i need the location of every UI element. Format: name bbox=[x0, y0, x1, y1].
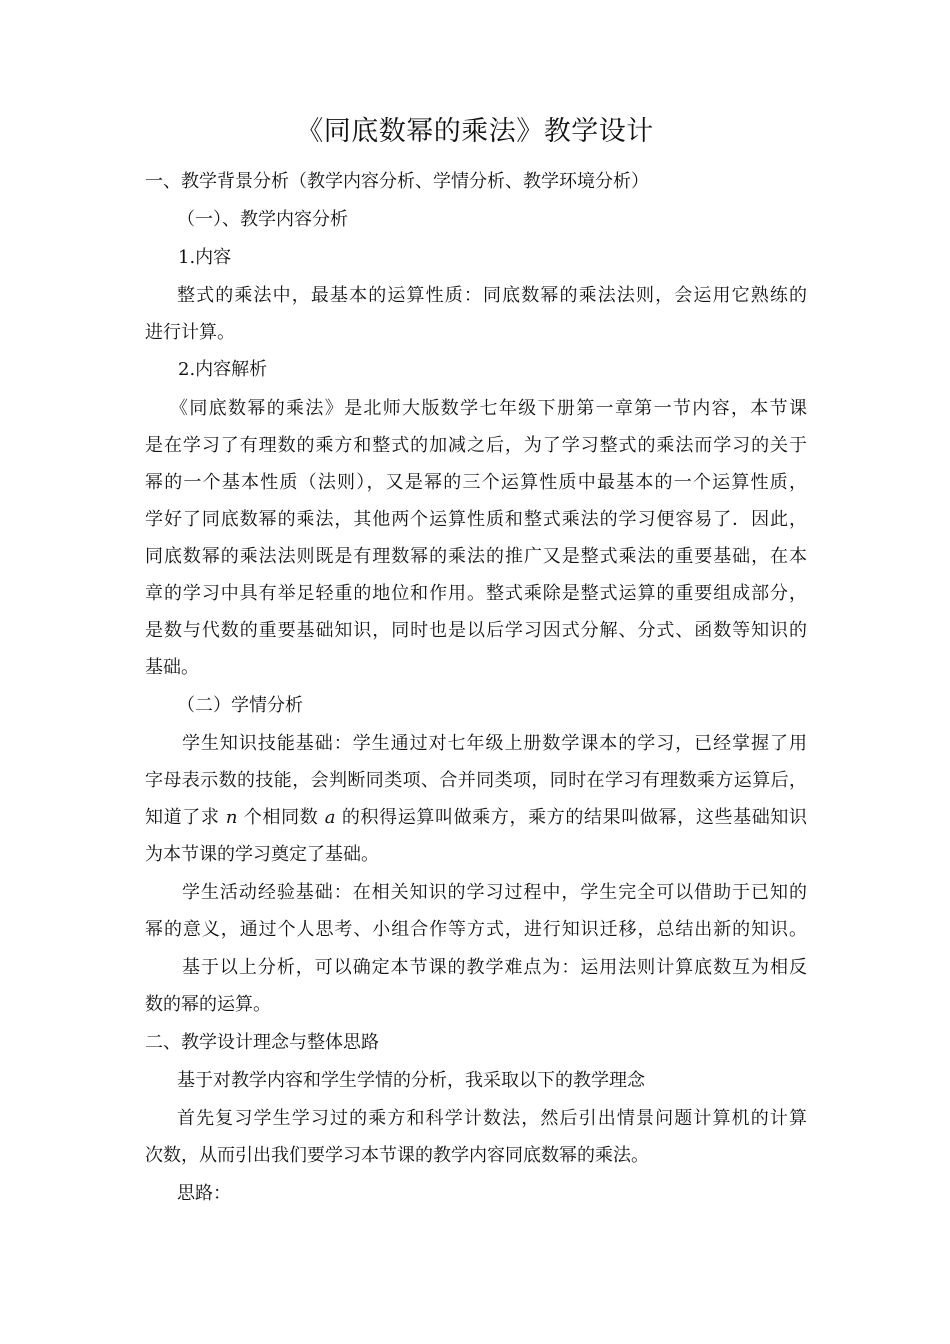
variable-a: a bbox=[324, 807, 336, 828]
learner-line-with-variables: 知道了求 n 个相同数 a 的积得运算叫做乘方，乘方的结果叫做幂，这些基础知识 bbox=[145, 807, 807, 828]
difficulty-line: 基于以上分析，可以确定本节课的教学难点为：运用法则计算底数互为相反 bbox=[182, 957, 807, 978]
analysis-line: 同底数幂的乘法法则既是有理数幂的乘法的推广又是整式乘法的重要基础，在本 bbox=[145, 546, 807, 567]
concept-line: 基于对教学内容和学生学情的分析，我采取以下的教学理念 bbox=[177, 1070, 645, 1091]
variable-n: n bbox=[225, 807, 238, 828]
approach-line: 次数，从而引出我们要学习本节课的教学内容同底数幂的乘法。 bbox=[145, 1145, 649, 1166]
thinking-label: 思路： bbox=[177, 1183, 231, 1204]
learner-line: 字母表示数的技能，会判断同类项、合并同类项，同时在学习有理数乘方运算后， bbox=[145, 770, 807, 791]
learner-line: 学生知识技能基础：学生通过对七年级上册数学课本的学习，已经掌握了用 bbox=[182, 733, 807, 754]
content-line: 整式的乘法中，最基本的运算性质：同底数幂的乘法法则，会运用它熟练的 bbox=[177, 285, 807, 306]
experience-line: 幂的意义，通过个人思考、小组合作等方式，进行知识迁移，总结出新的知识。 bbox=[145, 919, 807, 940]
item-1-heading: 1.内容 bbox=[178, 247, 232, 268]
approach-line: 首先复习学生学习过的乘方和科学计数法，然后引出情景问题计算机的计算 bbox=[177, 1108, 807, 1129]
analysis-line: 是数与代数的重要基础知识，同时也是以后学习因式分解、分式、函数等知识的 bbox=[145, 620, 807, 641]
content-line: 进行计算。 bbox=[145, 322, 235, 343]
subsection-2-heading: （二）学情分析 bbox=[177, 695, 303, 716]
subsection-1-heading: （一）、教学内容分析 bbox=[177, 209, 348, 230]
analysis-line: 《同底数幂的乘法》是北师大版数学七年级下册第一章第一节内容，本节课 bbox=[170, 398, 807, 419]
document-title: 《同底数幂的乘法》教学设计 bbox=[296, 116, 654, 147]
analysis-line: 章的学习中具有举足轻重的地位和作用。整式乘除是整式运算的重要组成部分， bbox=[145, 583, 807, 604]
analysis-line: 幂的一个基本性质（法则），又是幂的三个运算性质中最基本的一个运算性质， bbox=[145, 472, 807, 493]
experience-line: 学生活动经验基础：在相关知识的学习过程中，学生完全可以借助于已知的 bbox=[182, 882, 807, 903]
difficulty-line: 数的幂的运算。 bbox=[145, 994, 271, 1015]
learner-line: 为本节课的学习奠定了基础。 bbox=[145, 844, 379, 865]
section-2-heading: 二、教学设计理念与整体思路 bbox=[145, 1032, 379, 1053]
item-2-heading: 2.内容解析 bbox=[178, 359, 268, 380]
analysis-line: 是在学习了有理数的乘方和整式的加减之后，为了学习整式的乘法而学习的关于 bbox=[145, 435, 807, 456]
section-1-heading: 一、教学背景分析（教学内容分析、学情分析、教学环境分析） bbox=[145, 171, 649, 192]
analysis-line: 学好了同底数幂的乘法，其他两个运算性质和整式乘法的学习便容易了．因此， bbox=[145, 509, 807, 530]
analysis-line: 基础。 bbox=[145, 657, 199, 678]
